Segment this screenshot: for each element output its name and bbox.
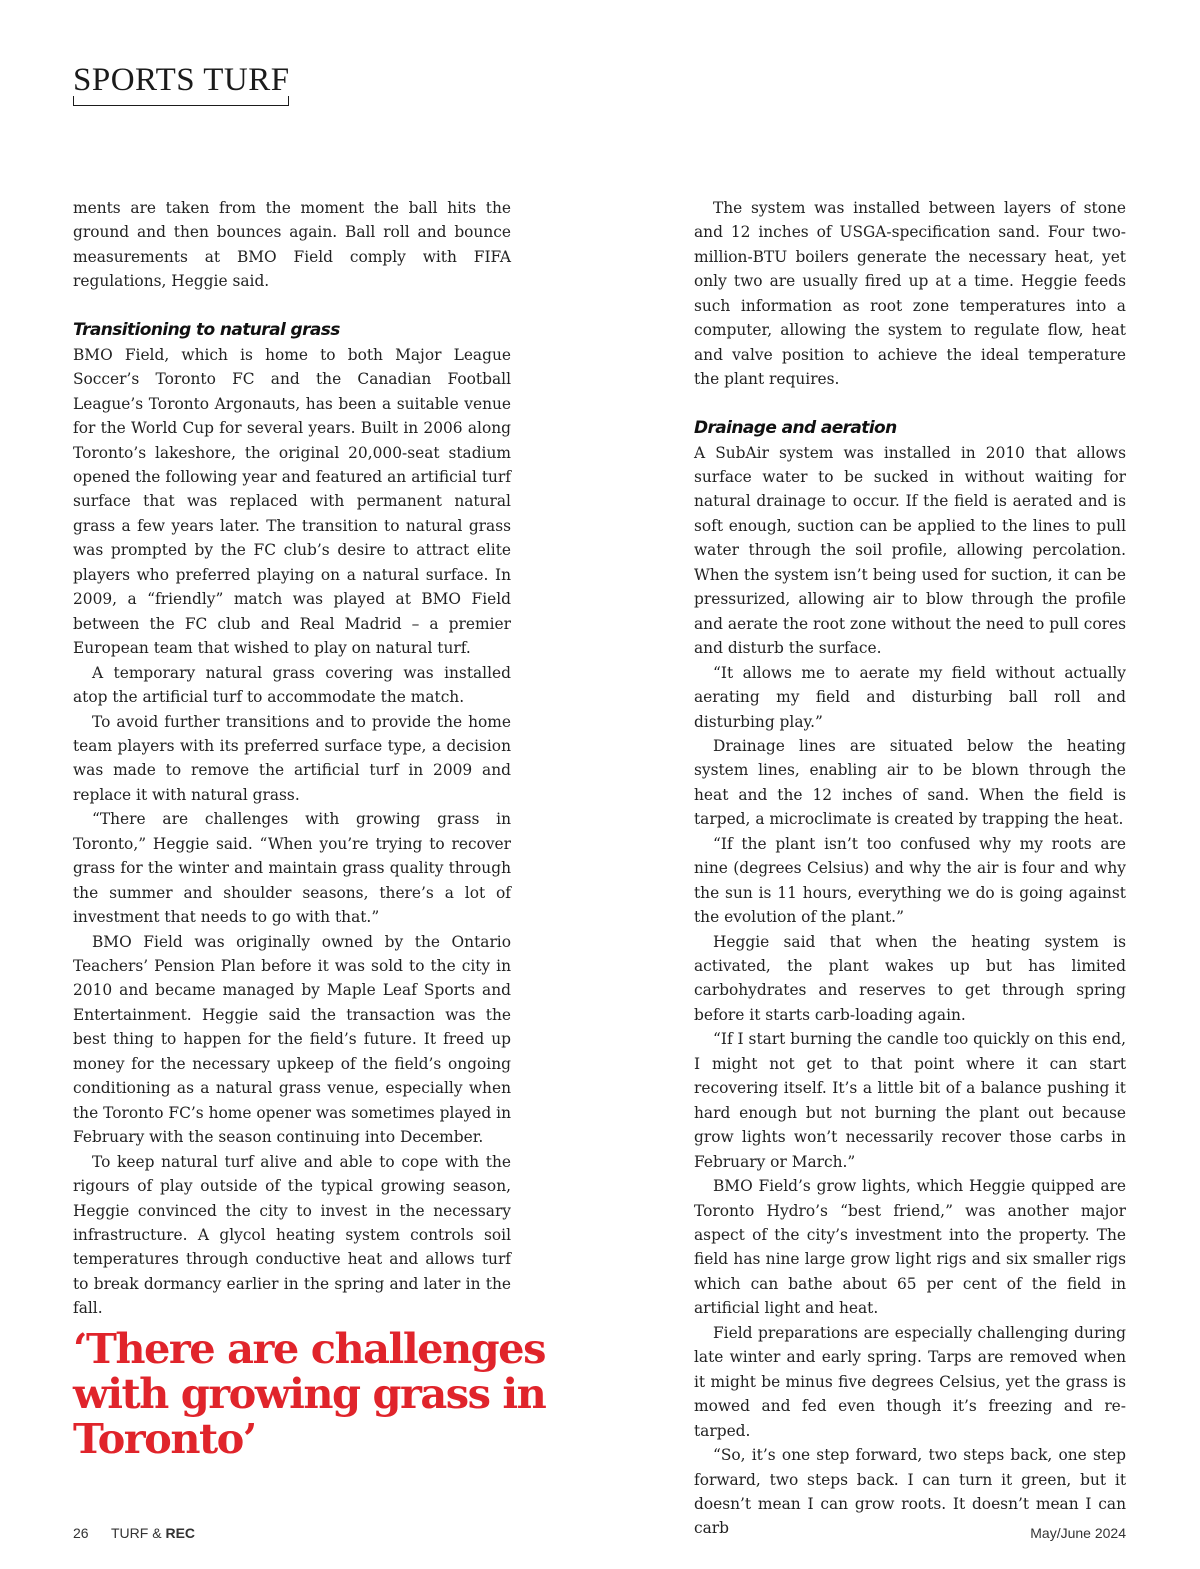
publication-bold: REC [165,1525,196,1541]
paragraph: The system was installed between layers of stone and 12 inches of USGA-specification sand. Four two-million-BTU boilers generate the necessary heat, yet only two are usually fired up at a time. Heggie feeds such information as root zone temperatures into a computer, allowing the system to regulate flow, heat and valve position to achieve the ideal temperature the plant requires. [694,199,1126,389]
pull-quote: ‘There are challenges with growing grass in Toronto’ [73,1324,546,1463]
paragraph: To keep natural turf alive and able to cope with the rigours of play outside of the typical growing season, Heggie convinced the city to invest in the necessary infrastructure. A glycol heating system controls soil temperatures through conductive heat and allows turf to break dormancy earlier in the spring and later in the fall. [73,1152,511,1318]
paragraph: BMO Field’s grow lights, which Heggie quipped are Toronto Hydro’s “best friend,” was another major aspect of the city’s investment into the property. The field has nine large grow light rigs and six smaller rigs which can bathe about 65 per cent of the field in artificial light and heat. [694,1177,1126,1318]
paragraph: BMO Field was originally owned by the Ontario Teachers’ Pension Plan before it was sold to the city in 2010 and became managed by Maple Leaf Sports and Entertainment. Heggie said the transaction was the best thing to happen for the field’s future. It freed up money for the necessary upkeep of the field’s ongoing conditioning as a natural grass venue, especially when the Toronto FC’s home opener was sometimes played in February with the season continuing into December. [73,932,511,1147]
paragraph: “It allows me to aerate my field without actually aerating my field and disturbing ball roll and disturbing play.” [694,663,1126,731]
paragraph: BMO Field, which is home to both Major League Soccer’s Toronto FC and the Canadian Football League’s Toronto Argonauts, has been a suitable venue for the World Cup for several years. Built in 2006 along Toronto’s lakeshore, the original 20,000-seat stadium opened the following year and featured an artificial turf surface that was replaced with permanent natural grass a few years later. The transition to natural grass was prompted by the FC club’s desire to attract elite players who preferred playing on a natural surface. In 2009, a “friendly” match was played at BMO Field between the FC club and Real Madrid – a premier European team that wished to play on natural turf. [73,345,511,658]
page-number: 26 [73,1525,89,1541]
publication-name [111,1525,195,1541]
paragraph: To avoid further transitions and to provide the home team players with its preferred surface type, a decision was made to remove the artificial turf in 2009 and replace it with natural grass. [73,712,511,804]
paragraph: “If the plant isn’t too confused why my roots are nine (degrees Celsius) and why the air is four and why the sun is 11 hours, everything we do is going against the evolution of the plant.” [694,834,1126,927]
paragraph: A temporary natural grass covering was installed atop the artificial turf to accommodate the match. [73,663,511,707]
subheading: Drainage and aeration [694,418,897,439]
right-column [694,196,1126,1541]
issue-date: May/June 2024 [1030,1525,1126,1541]
section-header [73,60,289,106]
paragraph: “So, it’s one step forward, two steps back, one step forward, two steps back. I can turn it green, but it doesn’t mean I can grow roots. It doesn’t mean I can carb [694,1446,1126,1538]
subheading: Transitioning to natural grass [73,320,340,341]
paragraph: A SubAir system was installed in 2010 that allows surface water to be sucked in without waiting for natural drainage to occur. If the field is aerated and is soft enough, suction can be applied to the lines to pull water through the soil profile, allowing percolation. When the system isn’t being used for suction, it can be pressurized, allowing air to blow through the profile and aerate the root zone without the need to pull cores and disturb the surface. [694,443,1126,658]
paragraph: ments are taken from the moment the ball hits the ground and then bounces again. Ball roll and bounce measurements at BMO Field comply with FIFA regulations, Heggie said. [73,199,511,291]
paragraph: Heggie said that when the heating system is activated, the plant wakes up but has limited carbohydrates and reserves to get through spring before it starts carb-loading again. [694,932,1126,1024]
left-column [73,196,511,1321]
paragraph: Drainage lines are situated below the heating system lines, enabling air to be blown through the heat and the 12 inches of sand. When the field is tarped, a microclimate is created by trapping the heat. [694,736,1126,829]
paragraph: Field preparations are especially challenging during late winter and early spring. Tarps are removed when it might be minus five degrees Celsius, yet the grass is mowed and fed even though it’s freezing and re-tarped. [694,1323,1126,1440]
paragraph: “There are challenges with growing grass in Toronto,” Heggie said. “When you’re trying to recover grass for the winter and maintain grass quality through the summer and shoulder seasons, there’s a lot of investment that needs to go with that.” [73,810,511,927]
section-title: SPORTS TURF [73,62,290,98]
publication-prefix: TURF & [111,1525,166,1541]
paragraph: “If I start burning the candle too quickly on this end, I might not get to that point where it can start recovering itself. It’s a little bit of a balance pushing it hard enough but not burning the plant out because grow lights won’t necessarily recover those carbs in February or March.” [694,1030,1126,1171]
